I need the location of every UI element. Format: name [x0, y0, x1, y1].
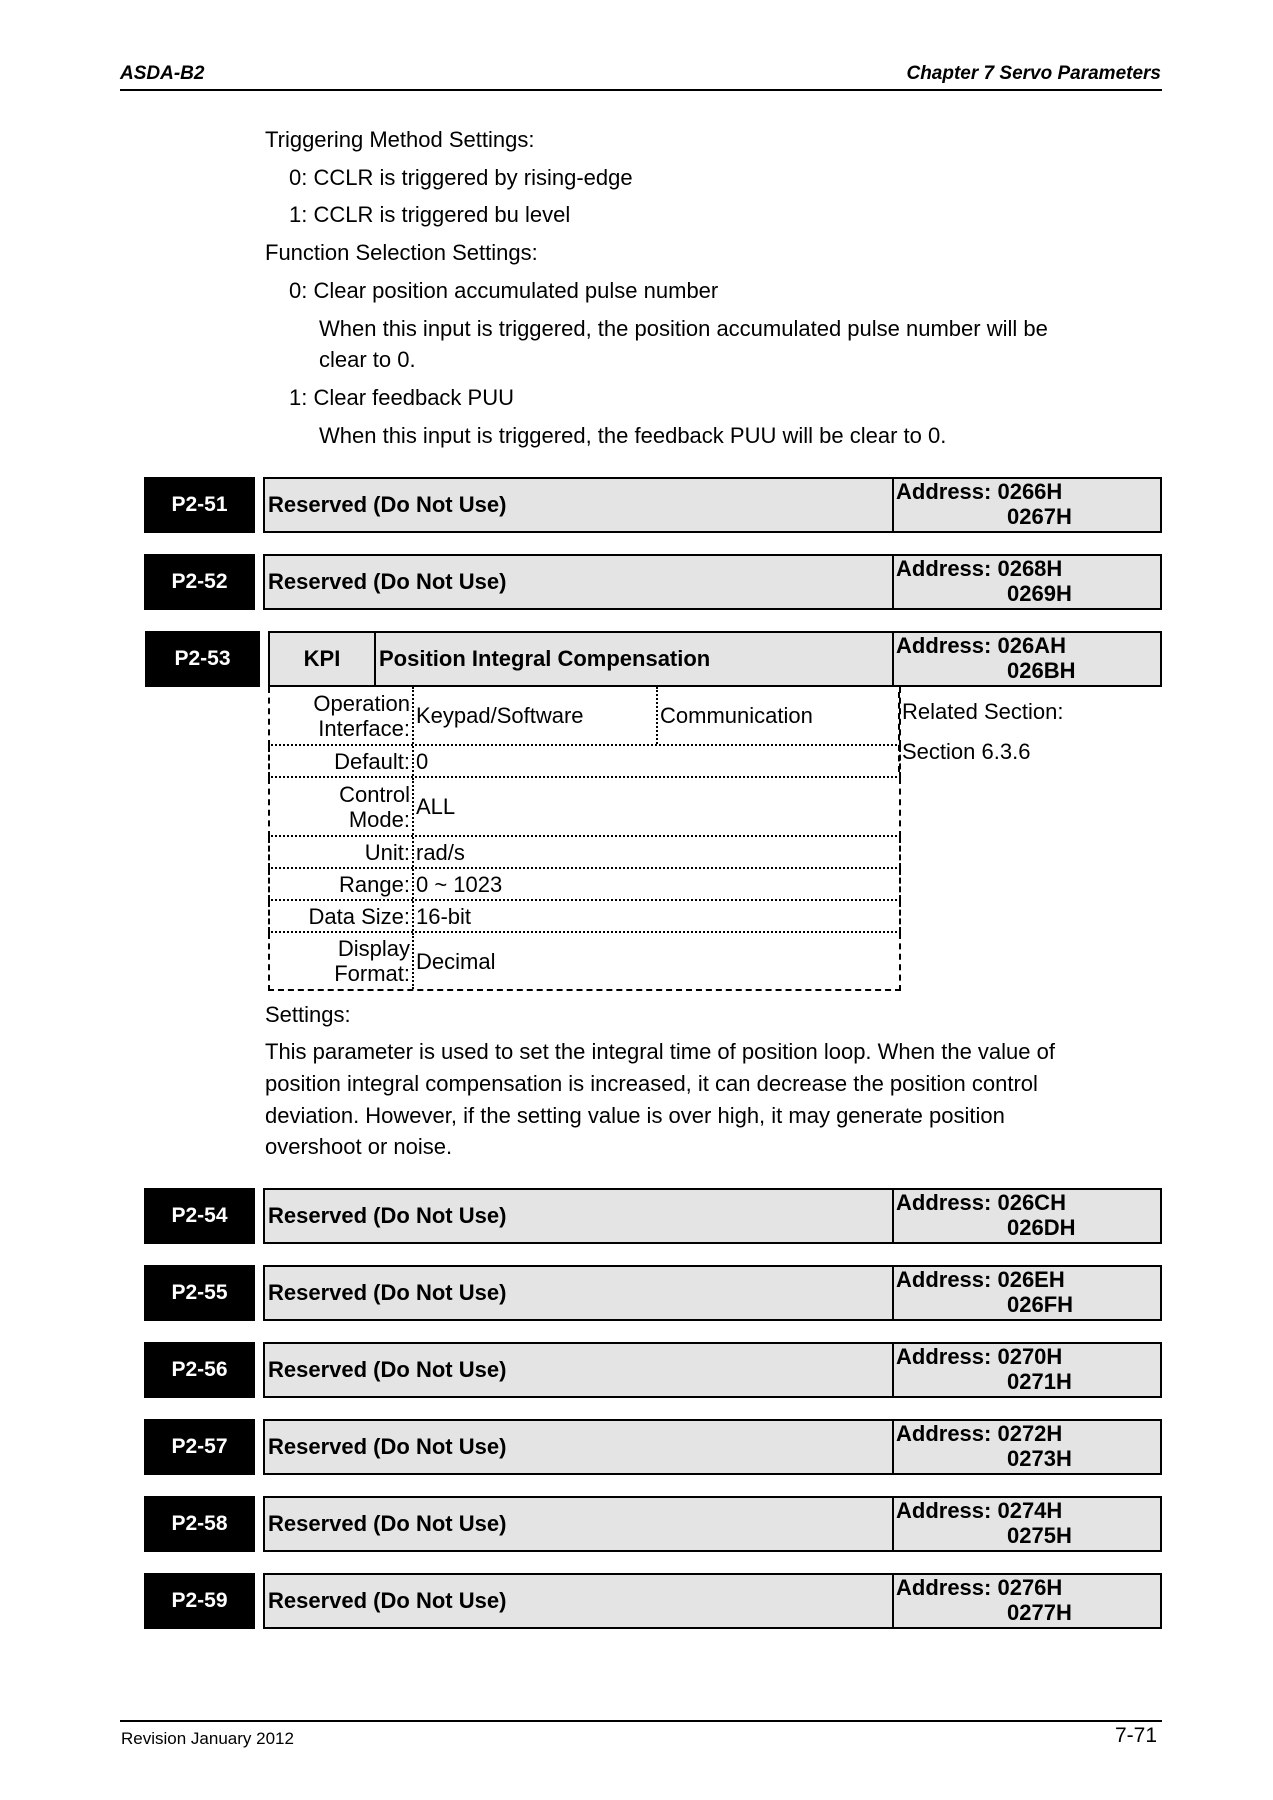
intro-line: When this input is triggered, the position accumulated pulse number will be [319, 316, 1048, 341]
label-part: Display [337, 936, 410, 961]
address-line: Address: 026AH [896, 633, 1066, 658]
address-line: Address: 0272H [896, 1421, 1063, 1446]
address-line: Address: 0266H [896, 479, 1063, 504]
param-id: P2-57 [144, 1419, 255, 1475]
address-line: 0269H [1007, 581, 1072, 606]
param-id: P2-54 [144, 1188, 255, 1244]
reserved-param-box [263, 1265, 1162, 1321]
param-address [892, 1344, 1160, 1396]
row-value: 0 ~ 1023 [416, 871, 503, 897]
row-value: rad/s [416, 839, 465, 865]
footer-revision: Revision January 2012 [121, 1729, 294, 1748]
address-line: Address: 0276H [896, 1575, 1063, 1600]
row-label [270, 933, 414, 989]
header-model-name: B2 [180, 63, 205, 84]
row-value: 16-bit [416, 903, 472, 929]
row-label: Range: [270, 869, 414, 899]
address-line: Address: 026CH [896, 1190, 1066, 1215]
label-part: Control [339, 781, 410, 807]
row-label [270, 687, 414, 744]
address-line: 0273H [1007, 1446, 1072, 1471]
related-value: Section 6.3.6 [902, 739, 1031, 764]
row-unit [268, 837, 901, 869]
row-value: Decimal [416, 948, 496, 974]
row-value: 0 [416, 748, 429, 774]
row-operation-interface [268, 687, 901, 746]
address-line: 026DH [1007, 1215, 1076, 1240]
row-label: Default: [270, 746, 414, 776]
param-name: Reserved (Do Not Use) [268, 1588, 507, 1613]
address-line: Address: 0268H [896, 556, 1063, 581]
label-part: Format: [334, 961, 410, 986]
header-prefix: ASDA- [120, 63, 181, 84]
param-name: Reserved (Do Not Use) [268, 1280, 507, 1305]
param-name: Position Integral Compensation [379, 646, 711, 671]
header-chapter: Chapter 7 Servo Parameters [906, 63, 1161, 84]
row-label: Data Size: [270, 901, 414, 931]
reserved-param-box [263, 554, 1162, 610]
settings-line: This parameter is used to set the integral time of position loop. When the value of [265, 1039, 1055, 1064]
settings-line: position integral compensation is increased, it can decrease the position control [265, 1071, 1038, 1096]
row-control-mode [268, 778, 901, 837]
address-line: 026FH [1007, 1292, 1074, 1317]
param-address [892, 1267, 1160, 1319]
address-line: 0275H [1007, 1523, 1072, 1548]
param-address [892, 1498, 1160, 1550]
address-line: 0271H [1007, 1369, 1072, 1394]
address-line: 026BH [1007, 658, 1076, 683]
param-name: Reserved (Do Not Use) [268, 1434, 507, 1459]
label-part: Mode: [348, 806, 410, 832]
param-name: Reserved (Do Not Use) [268, 1511, 507, 1536]
settings-label: Settings: [265, 1002, 351, 1027]
address-line: 0267H [1007, 504, 1072, 529]
header-rule [120, 89, 1162, 91]
label-part: Interface: [318, 715, 410, 741]
reserved-param-box [263, 1496, 1162, 1552]
param-address [892, 633, 1160, 685]
intro-line: When this input is triggered, the feedback PUU will be clear to 0. [319, 423, 947, 448]
reserved-param-box [263, 1573, 1162, 1629]
settings-line: deviation. However, if the setting value is over high, it may generate position [265, 1103, 1005, 1128]
param-id: P2-56 [144, 1342, 255, 1398]
intro-line: clear to 0. [319, 347, 416, 372]
row-data-size [268, 901, 901, 933]
param-address [892, 1421, 1160, 1473]
footer-rule [120, 1720, 1162, 1722]
related-label: Related Section: [902, 699, 1064, 724]
param-name: Reserved (Do Not Use) [268, 569, 507, 594]
intro-line: Function Selection Settings: [265, 240, 538, 265]
header-model [120, 63, 204, 85]
param-name: Reserved (Do Not Use) [268, 492, 507, 517]
param-name: Reserved (Do Not Use) [268, 1357, 507, 1382]
param-header [268, 631, 1162, 687]
row-default [268, 746, 901, 778]
param-id: P2-55 [144, 1265, 255, 1321]
param-address [892, 1575, 1160, 1627]
param-address [892, 479, 1160, 531]
row-display-format [268, 933, 901, 991]
param-abbr: KPI [270, 633, 376, 685]
intro-line: 0: Clear position accumulated pulse number [289, 278, 719, 303]
row-range [268, 869, 901, 901]
address-line: Address: 0270H [896, 1344, 1063, 1369]
reserved-param-box [263, 1342, 1162, 1398]
related-section [898, 692, 1063, 772]
intro-line: Triggering Method Settings: [265, 127, 535, 152]
address-line: 0277H [1007, 1600, 1072, 1625]
param-address [892, 1190, 1160, 1242]
row-value: Communication [660, 703, 813, 728]
param-name: Reserved (Do Not Use) [268, 1203, 507, 1228]
address-line: Address: 0274H [896, 1498, 1063, 1523]
intro-line: 0: CCLR is triggered by rising-edge [289, 165, 633, 190]
row-label: Unit: [270, 837, 414, 867]
row-value: Keypad/Software [414, 687, 658, 744]
param-id: P2-51 [144, 477, 255, 533]
reserved-param-box [263, 477, 1162, 533]
param-address [892, 556, 1160, 608]
intro-line: 1: CCLR is triggered bu level [289, 202, 571, 227]
address-line: Address: 026EH [896, 1267, 1065, 1292]
settings-line: overshoot or noise. [265, 1134, 453, 1159]
param-id: P2-52 [144, 554, 255, 610]
label-part: Operation [313, 690, 410, 716]
row-value: ALL [416, 794, 456, 819]
intro-line: 1: Clear feedback PUU [289, 385, 514, 410]
row-label [270, 778, 414, 835]
param-id: P2-59 [144, 1573, 255, 1629]
param-id: P2-58 [144, 1496, 255, 1552]
reserved-param-box [263, 1188, 1162, 1244]
param-id: P2-53 [145, 631, 260, 687]
reserved-param-box [263, 1419, 1162, 1475]
footer-page-number: 7-71 [1114, 1724, 1157, 1747]
